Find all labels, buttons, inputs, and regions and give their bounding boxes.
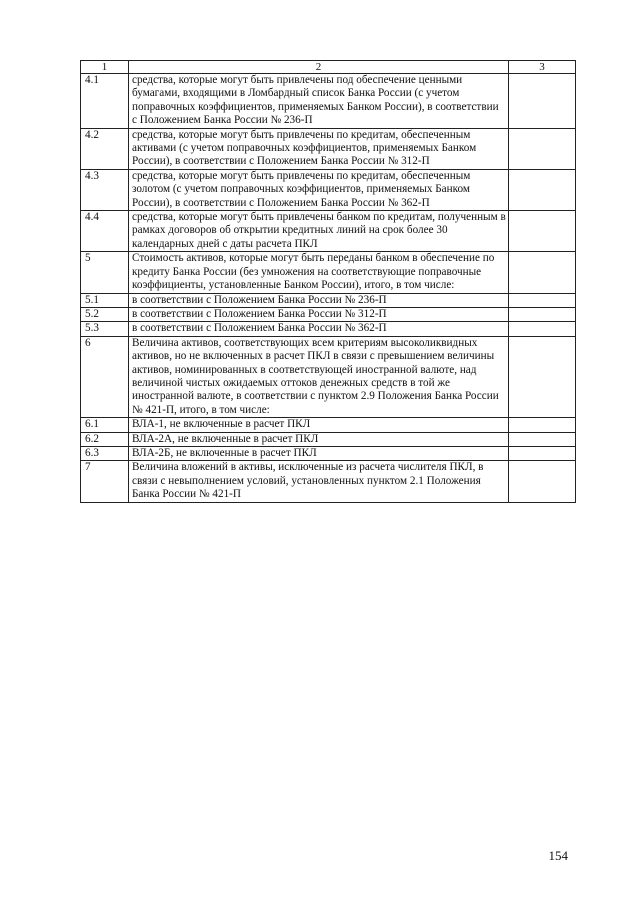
- row-value: [509, 336, 576, 417]
- table-row: [81, 169, 576, 210]
- row-text: ВЛА-1, не включенные в расчет ПКЛ: [129, 418, 509, 432]
- row-value: [509, 252, 576, 293]
- row-number: 4.4: [81, 211, 129, 252]
- row-number: 6.1: [81, 418, 129, 432]
- row-value: [509, 418, 576, 432]
- page-number: 154: [548, 848, 568, 863]
- row-number: 6.3: [81, 446, 129, 460]
- table-row: [81, 128, 576, 169]
- row-text: в соответствии с Положением Банка России № 236-П: [129, 293, 509, 307]
- row-number: 5: [81, 252, 129, 293]
- row-text: средства, которые могут быть привлечены по кредитам, обеспеченным золотом (с учетом поправочных коэффициентов, применяемых Банком России), в соответствии с Положением Банка России № 362-П: [129, 169, 509, 210]
- table-row: [81, 211, 576, 252]
- table-row: [81, 322, 576, 336]
- row-number: 4.1: [81, 74, 129, 129]
- row-value: [509, 322, 576, 336]
- row-number: 6.2: [81, 432, 129, 446]
- table-row: [81, 307, 576, 321]
- row-value: [509, 74, 576, 129]
- table-row: [81, 252, 576, 293]
- row-text: Величина активов, соответствующих всем критериям высоколиквидных активов, но не включенных в расчет ПКЛ в связи с превышением величины активов, номинированных в соответствующей иностранной валюте, над величиной чистых ожидаемых оттоков денежных средств в той же иностранной валюте, в соответствии с пунктом 2.9 Положения Банка России № 421-П, итого, в том числе:: [129, 336, 509, 417]
- table-row: [81, 446, 576, 460]
- row-value: [509, 446, 576, 460]
- column-header-1: 1: [81, 61, 129, 74]
- data-table: [80, 60, 576, 503]
- row-number: 4.2: [81, 128, 129, 169]
- row-text: в соответствии с Положением Банка России № 362-П: [129, 322, 509, 336]
- row-value: [509, 432, 576, 446]
- row-value: [509, 461, 576, 502]
- table-header-row: [81, 61, 576, 74]
- row-number: 5.2: [81, 307, 129, 321]
- row-number: 7: [81, 461, 129, 502]
- row-text: ВЛА-2Б, не включенные в расчет ПКЛ: [129, 446, 509, 460]
- table-row: [81, 461, 576, 502]
- table-row: [81, 74, 576, 129]
- row-value: [509, 169, 576, 210]
- column-header-2: 2: [129, 61, 509, 74]
- row-number: 5.3: [81, 322, 129, 336]
- row-text: средства, которые могут быть привлечены по кредитам, обеспеченным активами (с учетом поправочных коэффициентов, применяемых Банком России), в соответствии с Положением Банка России № 312-П: [129, 128, 509, 169]
- row-value: [509, 293, 576, 307]
- table-row: [81, 293, 576, 307]
- row-text: средства, которые могут быть привлечены банком по кредитам, полученным в рамках договоров об открытии кредитных линий на срок более 30 календарных дней с даты расчета ПКЛ: [129, 211, 509, 252]
- row-text: Стоимость активов, которые могут быть переданы банком в обеспечение по кредиту Банка России (без умножения на соответствующие поправочные коэффициенты, установленные Банком России), итого, в том числе:: [129, 252, 509, 293]
- table-row: [81, 432, 576, 446]
- row-value: [509, 211, 576, 252]
- row-text: ВЛА-2А, не включенные в расчет ПКЛ: [129, 432, 509, 446]
- table-row: [81, 418, 576, 432]
- row-number: 5.1: [81, 293, 129, 307]
- row-text: Величина вложений в активы, исключенные из расчета числителя ПКЛ, в связи с невыполнением условий, установленных пунктом 2.1 Положения Банка России № 421-П: [129, 461, 509, 502]
- row-number: 4.3: [81, 169, 129, 210]
- row-text: средства, которые могут быть привлечены под обеспечение ценными бумагами, входящими в Ломбардный список Банка России (с учетом поправочных коэффициентов, применяемых Банком России), в соответствии с Положением Банка России № 236-П: [129, 74, 509, 129]
- row-value: [509, 128, 576, 169]
- column-header-3: 3: [509, 61, 576, 74]
- table-row: [81, 336, 576, 417]
- row-value: [509, 307, 576, 321]
- row-text: в соответствии с Положением Банка России № 312-П: [129, 307, 509, 321]
- row-number: 6: [81, 336, 129, 417]
